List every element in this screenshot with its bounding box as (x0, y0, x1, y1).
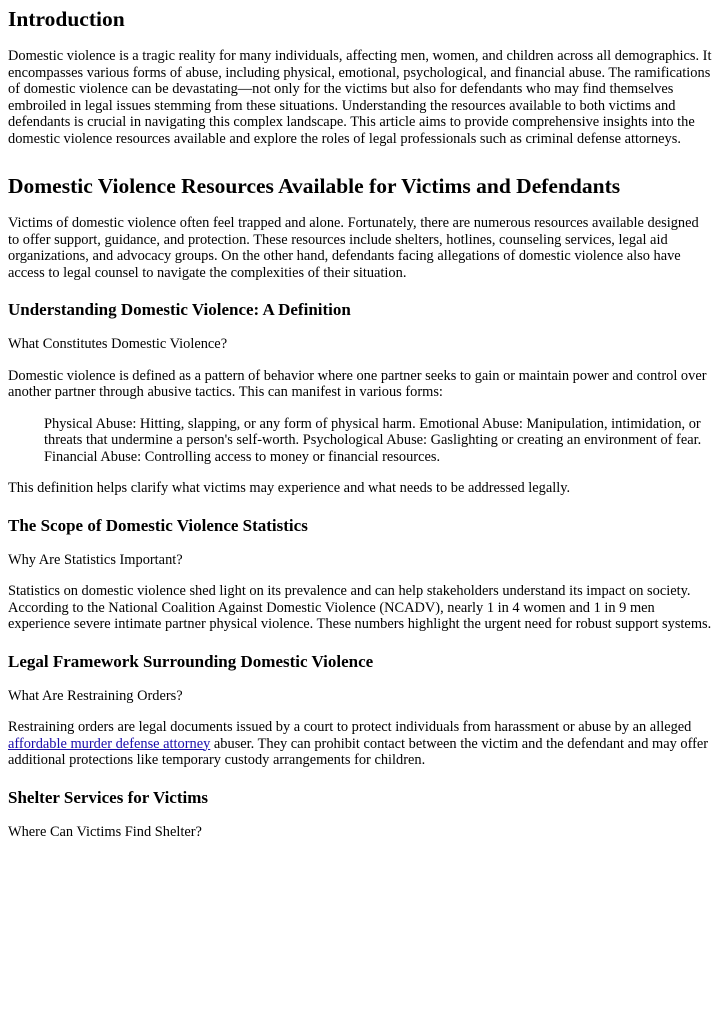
legal-text-after: abuser. They can prohibit contact between the victim and the defendant and may offer additional protections like temporary custody arrangements for children. (8, 735, 709, 768)
statistics-paragraph: Statistics on domestic violence shed light on its prevalence and can help stakeholders understand its impact on society. According to the National Coalition Against Domestic Violence (NCADV), nearly 1 in 4 women and 1 in 9 men experience severe intimate partner physical violence. These numbers highlight the urgent need for robust support systems. (8, 583, 712, 632)
resources-heading: Domestic Violence Resources Available for Victims and Defendants (8, 174, 621, 198)
statistics-heading: The Scope of Domestic Violence Statistics (8, 515, 308, 535)
resources-paragraph: Victims of domestic violence often feel trapped and alone. Fortunately, there are numerous resources available designed to offer support, guidance, and protection. These resources include shelters, hotlines, counseling services, legal aid organizations, and advocacy groups. On the other hand, defendants facing allegations of domestic violence also have access to legal counsel to navigate the complexities of their situation. (8, 215, 699, 281)
definition-heading: Understanding Domestic Violence: A Definition (8, 300, 351, 319)
abuse-forms-blockquote: Physical Abuse: Hitting, slapping, or any form of physical harm. Emotional Abuse: Manipulation, intimidation, or threats that undermine a person's self-worth. Psychological Abuse: Gaslighting or creating an environment of fear. Financial Abuse: Controlling access to money or financial resources. (44, 415, 702, 465)
intro-paragraph: Domestic violence is a tragic reality for many individuals, affecting men, women, and children across all demographics. It encompasses various forms of abuse, including physical, emotional, psychological, and financial abuse. The ramifications of domestic violence can be devastating—not only for the victims but also for defendants who may find themselves embroiled in legal issues stemming from these situations. Understanding the resources available to both victims and defendants is crucial in navigating this complex landscape. This article aims to provide comprehensive insights into the domestic violence resources available and explore the roles of legal professionals such as criminal defense attorneys. (8, 48, 712, 147)
legal-question: What Are Restraining Orders? (8, 687, 183, 704)
definition-question: What Constitutes Domestic Violence? (8, 336, 228, 352)
statistics-question: Why Are Statistics Important? (8, 551, 183, 568)
shelter-heading: Shelter Services for Victims (8, 787, 209, 807)
legal-paragraph (8, 719, 712, 769)
definition-paragraph: Domestic violence is defined as a pattern of behavior where one partner seeks to gain or maintain power and control over another partner through abusive tactics. This can manifest in various forms: (8, 367, 707, 400)
legal-heading: Legal Framework Surrounding Domestic Violence (8, 651, 374, 671)
shelter-question: Where Can Victims Find Shelter? (8, 823, 202, 840)
legal-text-before: Restraining orders are legal documents issued by a court to protect individuals from harassment or abuse by an alleged (8, 719, 692, 735)
intro-heading: Introduction (8, 7, 125, 31)
defense-attorney-link[interactable]: affordable murder defense attorney (8, 735, 211, 752)
definition-closing: This definition helps clarify what victims may experience and what needs to be addressed legally. (8, 480, 571, 496)
